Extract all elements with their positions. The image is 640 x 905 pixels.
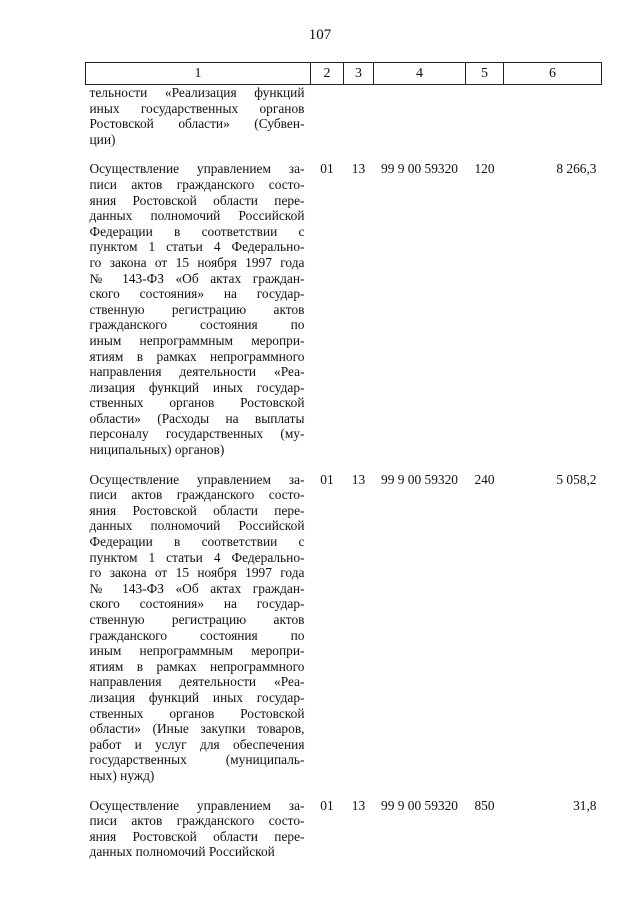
description-line: ского состояния» на государ- — [89, 286, 305, 302]
description-line: данных полномочий Российской — [89, 518, 305, 534]
header-col-6: 6 — [504, 63, 602, 85]
description-line: № 143-ФЗ «Об актах граждан- — [89, 580, 305, 596]
description-line: данных полномочий Российской — [89, 208, 305, 224]
description-line: ственных органов Ростовской — [89, 705, 305, 721]
description-line: № 143-ФЗ «Об актах граждан- — [89, 270, 305, 286]
description-line: Ростовской области» (Субвен- — [89, 116, 305, 132]
header-col-4: 4 — [374, 63, 466, 85]
description-line: лизация функций иных государ- — [89, 689, 305, 705]
description-line: писи актов гражданского состо- — [89, 813, 305, 829]
description-line: пунктом 1 статьи 4 Федерально- — [89, 239, 305, 255]
header-col-2: 2 — [311, 63, 344, 85]
description-line: работ и услуг для обеспечения — [89, 736, 305, 752]
table-row — [86, 85, 602, 162]
description-line: Федерации в соответствии с — [89, 223, 305, 239]
description-line: иных государственных органов — [89, 100, 305, 116]
description-line: ственных органов Ростовской — [89, 395, 305, 411]
section-code: 01 — [320, 161, 334, 177]
amount — [504, 85, 602, 162]
expense-type-code — [466, 85, 504, 162]
row-description — [86, 472, 311, 798]
description-line: го закона от 15 ноября 1997 года — [89, 254, 305, 270]
header-col-3: 3 — [344, 63, 374, 85]
description-line: области» (Расходы на выплаты — [89, 410, 305, 426]
section-code: 01 — [320, 797, 334, 813]
description-line: ятиям в рамках непрограммного — [89, 348, 305, 364]
expense-type-code: 120 — [474, 161, 495, 177]
description-line: Осуществление управлением за- — [89, 471, 305, 487]
amount: 8 266,3 — [556, 161, 597, 177]
page-number: 107 — [308, 27, 332, 43]
description-line: писи актов гражданского состо- — [89, 176, 305, 192]
description-line: ятиям в рамках непрограммного — [89, 658, 305, 674]
description-line: ных) нужд) — [89, 767, 155, 783]
description-line: данных полномочий Российской — [89, 844, 275, 860]
description-line: яния Ростовской области пере- — [89, 502, 305, 518]
description-line: ственную регистрацию актов — [89, 301, 305, 317]
target-article-code: 99 9 00 59320 — [381, 471, 458, 487]
table-row — [86, 798, 602, 860]
amount: 31,8 — [573, 797, 597, 813]
description-line: иным непрограммным меропри- — [89, 643, 305, 659]
description-line: яния Ростовской области пере- — [89, 828, 305, 844]
table-row — [86, 472, 602, 798]
description-line: пунктом 1 статьи 4 Федерально- — [89, 549, 305, 565]
header-col-1: 1 — [86, 63, 311, 85]
row-description — [86, 161, 311, 471]
description-line: гражданского состояния по — [89, 317, 305, 333]
subsection-code: 13 — [351, 471, 366, 487]
row-description — [86, 85, 311, 162]
description-line: Осуществление управлением за- — [89, 161, 305, 177]
budget-table — [85, 62, 602, 860]
section-code — [311, 85, 344, 162]
target-article-code: 99 9 00 59320 — [381, 161, 458, 177]
description-line: яния Ростовской области пере- — [89, 192, 305, 208]
description-line: тельности «Реализация функций — [89, 85, 305, 100]
target-article-code: 99 9 00 59320 — [381, 797, 458, 813]
table-body — [86, 85, 602, 860]
subsection-code — [344, 85, 374, 162]
description-line: го закона от 15 ноября 1997 года — [89, 565, 305, 581]
description-line: государственных (муниципаль- — [89, 752, 305, 768]
amount: 5 058,2 — [556, 471, 597, 487]
target-article-code — [374, 85, 466, 162]
description-line: ского состояния» на государ- — [89, 596, 305, 612]
subsection-code: 13 — [351, 797, 366, 813]
description-line: лизация функций иных государ- — [89, 379, 305, 395]
description-line: ниципальных) органов) — [89, 442, 225, 458]
description-line: направления деятельности «Реа- — [89, 364, 305, 380]
header-col-5: 5 — [466, 63, 504, 85]
section-code: 01 — [320, 471, 334, 487]
subsection-code: 13 — [351, 161, 366, 177]
description-line: области» (Иные закупки товаров, — [89, 721, 305, 737]
description-line: персоналу государственных (му- — [89, 426, 305, 442]
description-line: направления деятельности «Реа- — [89, 674, 305, 690]
description-line: гражданского состояния по — [89, 627, 305, 643]
description-line: иным непрограммным меропри- — [89, 332, 305, 348]
description-line: писи актов гражданского состо- — [89, 487, 305, 503]
description-line: Федерации в соответствии с — [89, 534, 305, 550]
description-line: Осуществление управлением за- — [89, 797, 305, 813]
description-line: ственную регистрацию актов — [89, 612, 305, 627]
table-header-row — [86, 63, 602, 85]
table-row — [86, 161, 602, 471]
description-line: ции) — [89, 131, 116, 147]
expense-type-code: 240 — [474, 471, 495, 487]
expense-type-code: 850 — [474, 797, 495, 813]
row-description — [86, 798, 311, 860]
